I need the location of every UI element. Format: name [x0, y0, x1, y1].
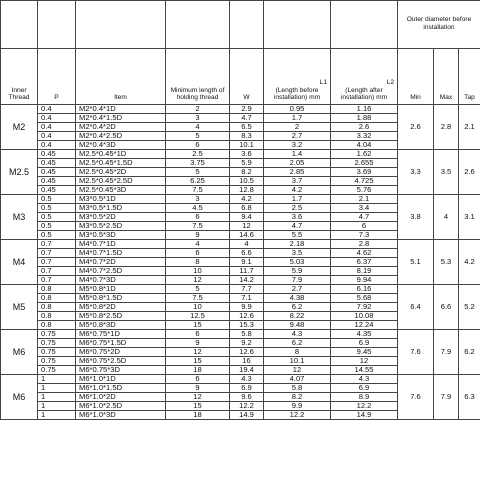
l2-cell: 1.62 [331, 150, 398, 159]
item-cell: M2*0.4*2D [76, 123, 166, 132]
tap-cell: 2.1 [459, 105, 480, 150]
item-cell: M6*1.0*1.5D [76, 384, 166, 393]
w-cell: 9.2 [230, 339, 264, 348]
pitch-cell: 0.7 [38, 267, 76, 276]
item-cell: M2*0.4*2.5D [76, 132, 166, 141]
l1-cell: 12 [264, 366, 331, 375]
min-length-cell: 18 [166, 411, 230, 420]
l1-cell: 1.4 [264, 150, 331, 159]
outer-min-cell: 2.6 [398, 105, 434, 150]
min-length-cell: 5 [166, 132, 230, 141]
w-cell: 6.6 [230, 249, 264, 258]
item-cell: M6*0.75*2.5D [76, 357, 166, 366]
tap-cell: 5.2 [459, 285, 480, 330]
l1-cell: 3.2 [264, 141, 331, 150]
header-blank-cell [230, 1, 264, 49]
l2-cell: 10.08 [331, 312, 398, 321]
outer-min-cell: 6.4 [398, 285, 434, 330]
header-item: Item [76, 49, 166, 105]
table-row [1, 330, 480, 339]
l2-cell: 1.88 [331, 114, 398, 123]
pitch-cell: 0.45 [38, 159, 76, 168]
l2-cell: 6.16 [331, 285, 398, 294]
header-row-bottom [1, 49, 480, 105]
w-cell: 5.9 [230, 159, 264, 168]
header-l2-text: (Length after installation) mm [340, 86, 388, 102]
pitch-cell: 1 [38, 384, 76, 393]
table-row [1, 285, 480, 294]
item-cell: M2.5*0.45*1D [76, 150, 166, 159]
l2-cell: 4.62 [331, 249, 398, 258]
item-cell: M2*0.4*1.5D [76, 114, 166, 123]
w-cell: 14.9 [230, 411, 264, 420]
min-length-cell: 2 [166, 105, 230, 114]
min-length-cell: 3 [166, 114, 230, 123]
w-cell: 7.7 [230, 285, 264, 294]
l2-cell: 14.9 [331, 411, 398, 420]
item-cell: M3*0.5*3D [76, 231, 166, 240]
min-length-cell: 6 [166, 330, 230, 339]
header-blank-cell [76, 1, 166, 49]
pitch-cell: 0.8 [38, 303, 76, 312]
l2-cell: 4.3 [331, 375, 398, 384]
inner-thread-cell: M2 [1, 105, 38, 150]
min-length-cell: 4.5 [166, 204, 230, 213]
item-cell: M5*0.8*3D [76, 321, 166, 330]
l1-cell: 5.9 [264, 267, 331, 276]
w-cell: 14.6 [230, 231, 264, 240]
item-cell: M4*0.7*2.5D [76, 267, 166, 276]
outer-max-cell: 6.6 [434, 285, 459, 330]
tap-cell: 6.3 [459, 375, 480, 420]
item-cell: M2*0.4*1D [76, 105, 166, 114]
pitch-cell: 0.7 [38, 249, 76, 258]
l2-cell: 4.7 [331, 213, 398, 222]
min-length-cell: 15 [166, 321, 230, 330]
outer-max-cell: 3.5 [434, 150, 459, 195]
header-blank-cell [264, 1, 331, 49]
l2-cell: 2.655 [331, 159, 398, 168]
l1-cell: 3.7 [264, 177, 331, 186]
min-length-cell: 7.5 [166, 186, 230, 195]
min-length-cell: 6.25 [166, 177, 230, 186]
w-cell: 4.2 [230, 195, 264, 204]
w-cell: 4.3 [230, 375, 264, 384]
header-l1-text: (Length before installation) mm [273, 86, 321, 102]
l2-cell: 5.76 [331, 186, 398, 195]
header-outer-diameter: Outer diameter before installation [398, 1, 480, 49]
pitch-cell: 1 [38, 402, 76, 411]
l1-cell: 4.07 [264, 375, 331, 384]
pitch-cell: 0.8 [38, 321, 76, 330]
outer-min-cell: 5.1 [398, 240, 434, 285]
l2-cell: 12 [331, 357, 398, 366]
pitch-cell: 0.7 [38, 258, 76, 267]
item-cell: M5*0.8*1D [76, 285, 166, 294]
min-length-cell: 12 [166, 348, 230, 357]
header-blank-cell [166, 1, 230, 49]
header-min-length: Minimum length of holding thread [166, 49, 230, 105]
l2-cell: 3.4 [331, 204, 398, 213]
pitch-cell: 0.8 [38, 285, 76, 294]
l1-cell: 9.48 [264, 321, 331, 330]
pitch-cell: 0.5 [38, 204, 76, 213]
inner-thread-cell: M3 [1, 195, 38, 240]
min-length-cell: 9 [166, 384, 230, 393]
pitch-cell: 0.75 [38, 357, 76, 366]
inner-thread-cell: M5 [1, 285, 38, 330]
l1-cell: 4.7 [264, 222, 331, 231]
table-row [1, 375, 480, 384]
min-length-cell: 6 [166, 375, 230, 384]
l2-cell: 9.45 [331, 348, 398, 357]
pitch-cell: 0.45 [38, 177, 76, 186]
w-cell: 8.2 [230, 168, 264, 177]
l2-cell: 2.8 [331, 240, 398, 249]
pitch-cell: 0.4 [38, 141, 76, 150]
w-cell: 9.9 [230, 303, 264, 312]
min-length-cell: 3.75 [166, 159, 230, 168]
min-length-cell: 6 [166, 249, 230, 258]
pitch-cell: 0.4 [38, 105, 76, 114]
pitch-cell: 0.45 [38, 168, 76, 177]
table-row [1, 195, 480, 204]
l1-cell: 5.5 [264, 231, 331, 240]
l2-cell: 4.725 [331, 177, 398, 186]
min-length-cell: 9 [166, 339, 230, 348]
header-max: Max [434, 49, 459, 105]
min-length-cell: 6 [166, 141, 230, 150]
item-cell: M2*0.4*3D [76, 141, 166, 150]
l1-cell: 10.1 [264, 357, 331, 366]
l2-cell: 7.92 [331, 303, 398, 312]
pitch-cell: 0.45 [38, 186, 76, 195]
l1-cell: 6.2 [264, 339, 331, 348]
outer-min-cell: 7.6 [398, 375, 434, 420]
min-length-cell: 6 [166, 213, 230, 222]
outer-max-cell: 4 [434, 195, 459, 240]
outer-min-cell: 3.8 [398, 195, 434, 240]
item-cell: M5*0.8*2D [76, 303, 166, 312]
l1-cell: 2.7 [264, 285, 331, 294]
pitch-cell: 0.45 [38, 150, 76, 159]
l1-cell: 8.2 [264, 393, 331, 402]
outer-max-cell: 7.9 [434, 375, 459, 420]
header-l1 [264, 49, 331, 105]
inner-thread-cell: M4 [1, 240, 38, 285]
header-min: Min [398, 49, 434, 105]
w-cell: 19.4 [230, 366, 264, 375]
header-blank-cell [331, 1, 398, 49]
l1-cell: 1.7 [264, 114, 331, 123]
l2-cell: 14.55 [331, 366, 398, 375]
l1-cell: 5.03 [264, 258, 331, 267]
pitch-cell: 0.8 [38, 312, 76, 321]
l1-cell: 3.6 [264, 213, 331, 222]
header-blank-cell [1, 1, 38, 49]
item-cell: M6*0.75*1.5D [76, 339, 166, 348]
inner-thread-cell: M6 [1, 330, 38, 375]
table-row [1, 150, 480, 159]
item-cell: M6*1.0*2D [76, 393, 166, 402]
l1-cell: 4.3 [264, 330, 331, 339]
w-cell: 12 [230, 222, 264, 231]
min-length-cell: 2.5 [166, 150, 230, 159]
l1-cell: 0.95 [264, 105, 331, 114]
l1-cell: 1.7 [264, 195, 331, 204]
l1-cell: 2.85 [264, 168, 331, 177]
item-cell: M5*0.8*1.5D [76, 294, 166, 303]
w-cell: 6.9 [230, 384, 264, 393]
item-cell: M3*0.5*2.5D [76, 222, 166, 231]
l1-cell: 8.22 [264, 312, 331, 321]
pitch-cell: 0.8 [38, 294, 76, 303]
header-tap: Tap [459, 49, 480, 105]
pitch-cell: 0.7 [38, 240, 76, 249]
min-length-cell: 7.5 [166, 222, 230, 231]
l2-cell: 4.35 [331, 330, 398, 339]
l2-cell: 12.24 [331, 321, 398, 330]
tap-cell: 4.2 [459, 240, 480, 285]
pitch-cell: 0.5 [38, 195, 76, 204]
l2-cell: 3.69 [331, 168, 398, 177]
min-length-cell: 18 [166, 366, 230, 375]
w-cell: 8.3 [230, 132, 264, 141]
item-cell: M6*1.0*2.5D [76, 402, 166, 411]
min-length-cell: 5 [166, 168, 230, 177]
item-cell: M4*0.7*1.5D [76, 249, 166, 258]
header-inner-thread: Inner Thread [1, 49, 38, 105]
item-cell: M6*0.75*2D [76, 348, 166, 357]
w-cell: 12.2 [230, 402, 264, 411]
tap-cell: 6.2 [459, 330, 480, 375]
item-cell: M4*0.7*1D [76, 240, 166, 249]
w-cell: 9.6 [230, 393, 264, 402]
l2-cell: 2.6 [331, 123, 398, 132]
w-cell: 12.8 [230, 186, 264, 195]
l2-cell: 3.32 [331, 132, 398, 141]
min-length-cell: 12.5 [166, 312, 230, 321]
header-l2 [331, 49, 398, 105]
l2-cell: 7.3 [331, 231, 398, 240]
pitch-cell: 1 [38, 375, 76, 384]
l2-cell: 2.1 [331, 195, 398, 204]
w-cell: 3.6 [230, 150, 264, 159]
item-cell: M6*0.75*3D [76, 366, 166, 375]
item-cell: M2.5*0.45*1.5D [76, 159, 166, 168]
w-cell: 6.8 [230, 204, 264, 213]
min-length-cell: 4 [166, 240, 230, 249]
l1-cell: 8 [264, 348, 331, 357]
outer-max-cell: 7.9 [434, 330, 459, 375]
l1-cell: 2.5 [264, 204, 331, 213]
item-cell: M6*1.0*3D [76, 411, 166, 420]
w-cell: 11.7 [230, 267, 264, 276]
w-cell: 5.8 [230, 330, 264, 339]
pitch-cell: 0.5 [38, 231, 76, 240]
w-cell: 15.3 [230, 321, 264, 330]
pitch-cell: 0.75 [38, 339, 76, 348]
l1-cell: 2.7 [264, 132, 331, 141]
item-cell: M2.5*0.45*3D [76, 186, 166, 195]
l1-cell: 3.5 [264, 249, 331, 258]
header-p: P [38, 49, 76, 105]
l2-cell: 1.16 [331, 105, 398, 114]
pitch-cell: 0.4 [38, 114, 76, 123]
min-length-cell: 12 [166, 276, 230, 285]
min-length-cell: 7.5 [166, 294, 230, 303]
pitch-cell: 0.4 [38, 123, 76, 132]
l2-cell: 9.94 [331, 276, 398, 285]
l1-cell: 4.2 [264, 186, 331, 195]
l2-cell: 8.19 [331, 267, 398, 276]
min-length-cell: 4 [166, 123, 230, 132]
min-length-cell: 3 [166, 195, 230, 204]
min-length-cell: 15 [166, 402, 230, 411]
header-l1-number: L1 [319, 79, 327, 87]
pitch-cell: 0.7 [38, 276, 76, 285]
pitch-cell: 0.5 [38, 213, 76, 222]
l2-cell: 4.04 [331, 141, 398, 150]
outer-min-cell: 3.3 [398, 150, 434, 195]
l1-cell: 2.05 [264, 159, 331, 168]
pitch-cell: 0.75 [38, 348, 76, 357]
w-cell: 12.6 [230, 312, 264, 321]
l2-cell: 6.37 [331, 258, 398, 267]
min-length-cell: 5 [166, 285, 230, 294]
w-cell: 10.1 [230, 141, 264, 150]
l2-cell: 6.9 [331, 384, 398, 393]
tap-cell: 2.6 [459, 150, 480, 195]
item-cell: M6*1.0*1D [76, 375, 166, 384]
w-cell: 2.9 [230, 105, 264, 114]
table-row [1, 105, 480, 114]
w-cell: 12.6 [230, 348, 264, 357]
tap-cell: 3.1 [459, 195, 480, 240]
w-cell: 4.7 [230, 114, 264, 123]
min-length-cell: 9 [166, 231, 230, 240]
w-cell: 9.1 [230, 258, 264, 267]
pitch-cell: 1 [38, 393, 76, 402]
item-cell: M3*0.5*2D [76, 213, 166, 222]
l1-cell: 2 [264, 123, 331, 132]
item-cell: M4*0.7*3D [76, 276, 166, 285]
outer-max-cell: 5.3 [434, 240, 459, 285]
l2-cell: 5.68 [331, 294, 398, 303]
l1-cell: 7.9 [264, 276, 331, 285]
min-length-cell: 8 [166, 258, 230, 267]
l1-cell: 6.2 [264, 303, 331, 312]
w-cell: 10.5 [230, 177, 264, 186]
item-cell: M4*0.7*2D [76, 258, 166, 267]
item-cell: M2.5*0.45*2.5D [76, 177, 166, 186]
l1-cell: 5.8 [264, 384, 331, 393]
inner-thread-cell: M6 [1, 375, 38, 420]
item-cell: M3*0.5*1D [76, 195, 166, 204]
l2-cell: 6.9 [331, 339, 398, 348]
header-w: W [230, 49, 264, 105]
item-cell: M3*0.5*1.5D [76, 204, 166, 213]
l2-cell: 8.9 [331, 393, 398, 402]
header-l2-number: L2 [386, 79, 394, 87]
w-cell: 4 [230, 240, 264, 249]
header-row-top [1, 1, 480, 49]
table-row [1, 240, 480, 249]
item-cell: M6*0.75*1D [76, 330, 166, 339]
item-cell: M2.5*0.45*2D [76, 168, 166, 177]
header-blank-cell [38, 1, 76, 49]
outer-min-cell: 7.6 [398, 330, 434, 375]
min-length-cell: 10 [166, 267, 230, 276]
l2-cell: 12.2 [331, 402, 398, 411]
min-length-cell: 12 [166, 393, 230, 402]
w-cell: 7.1 [230, 294, 264, 303]
pitch-cell: 0.75 [38, 366, 76, 375]
outer-max-cell: 2.8 [434, 105, 459, 150]
min-length-cell: 15 [166, 357, 230, 366]
min-length-cell: 10 [166, 303, 230, 312]
w-cell: 9.4 [230, 213, 264, 222]
w-cell: 14.2 [230, 276, 264, 285]
pitch-cell: 0.5 [38, 222, 76, 231]
pitch-cell: 0.4 [38, 132, 76, 141]
inner-thread-cell: M2.5 [1, 150, 38, 195]
l1-cell: 4.38 [264, 294, 331, 303]
l1-cell: 9.9 [264, 402, 331, 411]
l2-cell: 6 [331, 222, 398, 231]
w-cell: 16 [230, 357, 264, 366]
l1-cell: 12.2 [264, 411, 331, 420]
w-cell: 6.5 [230, 123, 264, 132]
pitch-cell: 0.75 [38, 330, 76, 339]
item-cell: M5*0.8*2.5D [76, 312, 166, 321]
pitch-cell: 1 [38, 411, 76, 420]
l1-cell: 2.18 [264, 240, 331, 249]
